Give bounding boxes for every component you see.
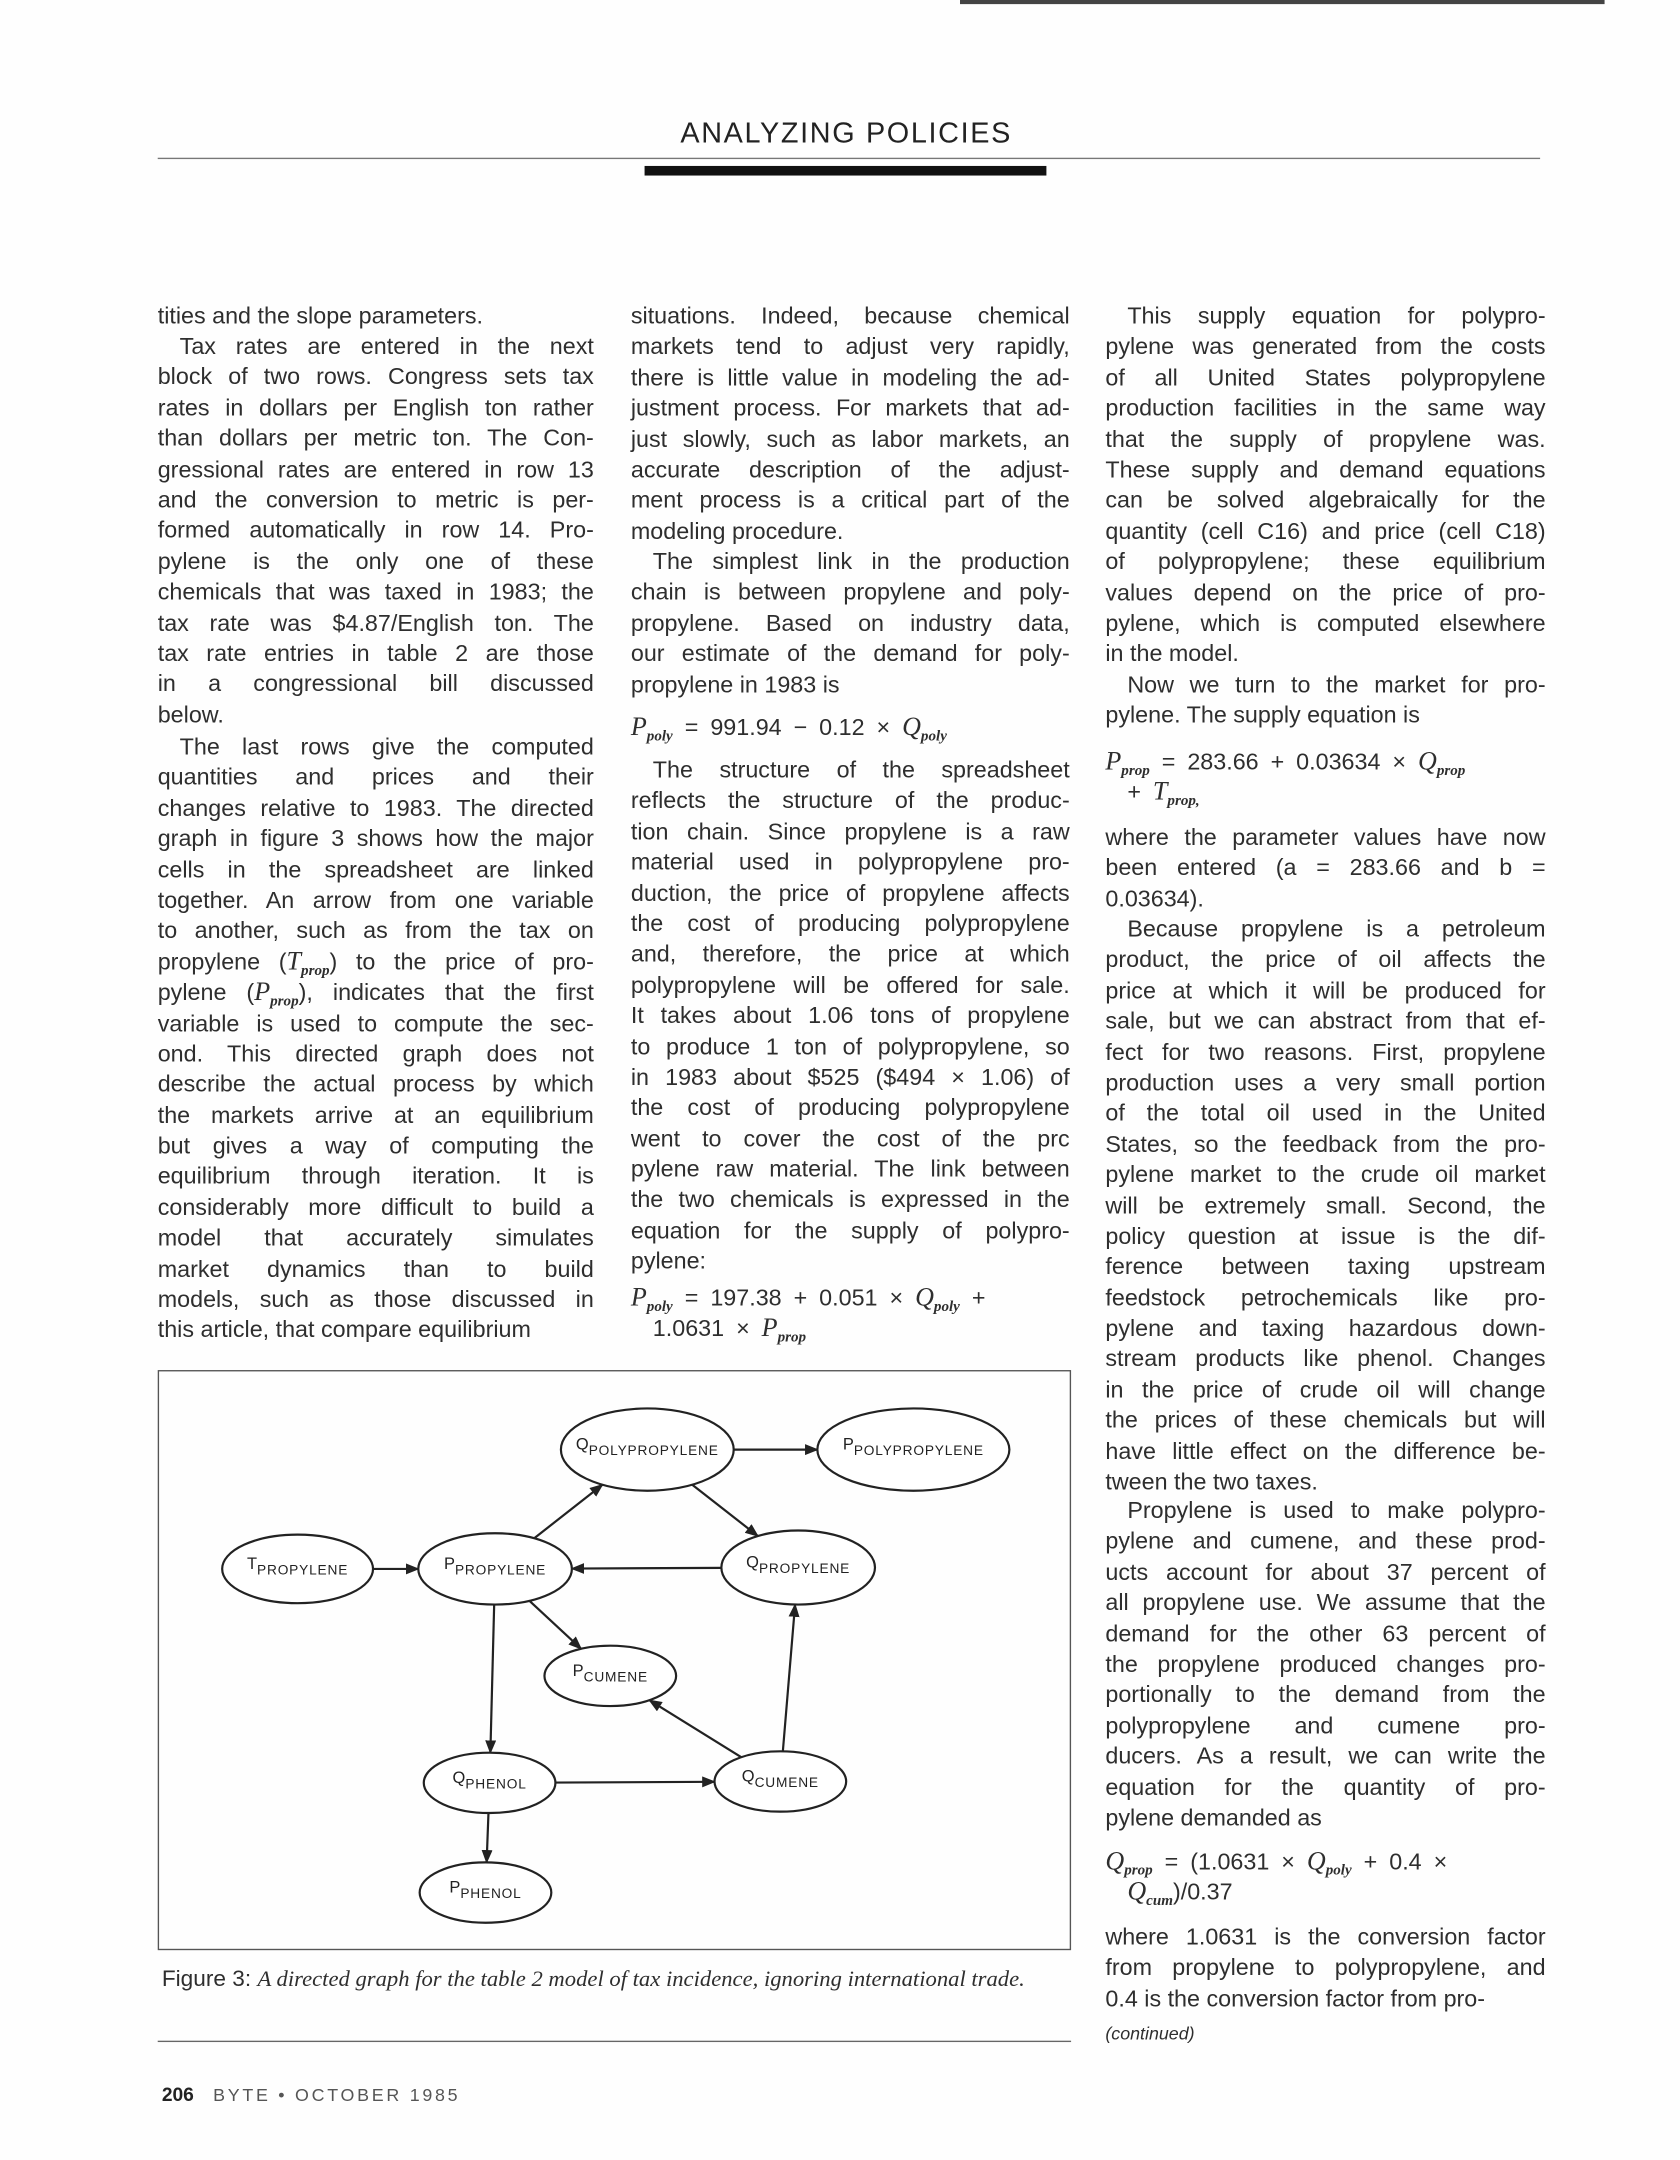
text-segment: ) to the price of pro- xyxy=(329,948,594,975)
math-variable: Q xyxy=(1105,1847,1125,1877)
text-line: just slowly, such as labor markets, an xyxy=(630,425,1070,452)
paragraph xyxy=(631,756,1070,1278)
text-line: polypropylene and cumene pro- xyxy=(1105,1712,1546,1739)
caption-label: Figure 3: xyxy=(161,1966,252,1992)
arrow-q_phen-to-q_cum xyxy=(555,1782,714,1783)
node-q_cum xyxy=(715,1751,847,1811)
math-variable: T xyxy=(1152,778,1168,807)
text-line: tax rate was $4.87/English ton. The xyxy=(157,609,594,636)
math-variable: T xyxy=(286,947,302,977)
text-line: together. An arrow from one variable xyxy=(157,887,594,914)
directed-graph xyxy=(159,1371,1070,1948)
text-line: pylene and cumene, and these prod- xyxy=(1105,1528,1546,1555)
text-segment: + xyxy=(1127,779,1153,806)
node-label-main: Q xyxy=(575,1435,589,1454)
text-line: policy question at issue is the dif- xyxy=(1105,1223,1546,1250)
paragraph xyxy=(1105,823,1545,915)
text-line xyxy=(1105,1878,1545,1909)
arrow-q_cum-to-q_prop xyxy=(783,1605,795,1752)
text-line: that the supply of propylene was. xyxy=(1105,425,1546,452)
text-line: and, therefore, the price at which xyxy=(630,941,1070,968)
math-subscript: poly xyxy=(920,728,947,745)
node-label-sub: PROPYLENE xyxy=(454,1562,547,1578)
text-line: went to cover the cost of the prc xyxy=(630,1125,1070,1152)
text-line: formed automatically in row 14. Pro- xyxy=(157,517,594,544)
text-segment: 1.0631 × xyxy=(652,1315,762,1342)
text-line xyxy=(1105,747,1545,778)
text-line: changes relative to 1983. The directed xyxy=(157,795,594,822)
text-line: tax rate entries in table 2 are those xyxy=(157,640,594,667)
text-line: there is little value in modeling the ad- xyxy=(630,364,1070,391)
text-line: from propylene to polypropylene, and xyxy=(1105,1954,1546,1981)
text-line: pylene and taxing hazardous down- xyxy=(1105,1315,1546,1342)
text-line: pylene. The supply equation is xyxy=(1105,702,1420,729)
paragraph xyxy=(1105,1923,1545,2015)
node-label-sub: POLYPROPYLENE xyxy=(853,1443,984,1459)
text-line: than dollars per metric ton. The Con- xyxy=(157,425,594,452)
text-line: equation for the quantity of pro- xyxy=(1105,1773,1546,1801)
equation xyxy=(1105,747,1545,808)
caption-text: A directed graph for the table 2 model of tax incidence, ignoring international trade. xyxy=(257,1965,1025,1992)
text-line: tion chain. Since propylene is a raw xyxy=(630,818,1070,845)
text-line: stream products like phenol. Changes xyxy=(1105,1346,1546,1373)
node-label-main: Q xyxy=(741,1767,755,1786)
text-line: ucts account for about 37 percent of xyxy=(1105,1559,1546,1586)
text-line: values depend on the price of pro- xyxy=(1105,579,1546,606)
text-segment: propylene ( xyxy=(157,948,287,975)
text-line: accurate description of the adjust- xyxy=(630,456,1070,483)
text-line: propylene in 1983 is xyxy=(630,671,840,698)
node-q_poly xyxy=(561,1408,734,1490)
text-line: Now we turn to the market for pro- xyxy=(1127,672,1546,699)
text-line: the propylene produced changes pro- xyxy=(1105,1651,1546,1678)
text-line: propylene. Based on industry data, xyxy=(630,609,1070,637)
math-variable: Q xyxy=(915,1283,934,1313)
text-line: price at which it will be produced for xyxy=(1105,977,1546,1004)
node-label-sub: PHENOL xyxy=(460,1886,522,1902)
text-line: Tax rates are entered in the next xyxy=(179,333,594,360)
math-variable: P xyxy=(761,1314,778,1344)
text-line xyxy=(1105,778,1545,809)
text-line: all propylene use. We assume that the xyxy=(1105,1589,1546,1616)
text-line: chemicals that was taxed in 1983; the xyxy=(157,578,594,605)
node-p_cum xyxy=(544,1646,676,1706)
text-line: material used in polypropylene pro- xyxy=(630,849,1070,876)
text-line: production uses a very small portion xyxy=(1105,1069,1546,1096)
text-line xyxy=(631,1314,1070,1345)
text-segment: )/0.37 xyxy=(1172,1879,1233,1906)
text-segment: = 283.66 + 0.03634 × xyxy=(1149,748,1419,775)
text-line: of all United States polypropylene xyxy=(1105,364,1546,391)
paragraph xyxy=(1105,302,1545,670)
text-line xyxy=(1105,1847,1545,1878)
text-line: equilibrium through iteration. It is xyxy=(157,1163,594,1190)
node-label-main: Q xyxy=(452,1768,466,1787)
text-segment: + 0.4 × xyxy=(1351,1848,1448,1875)
arrow-p_prop-to-q_phen xyxy=(490,1605,494,1753)
arrow-q_cum-to-p_cum xyxy=(649,1700,741,1757)
text-line: the two chemicals is expressed in the xyxy=(630,1186,1070,1213)
arrow-p_prop-to-p_cum xyxy=(529,1601,581,1649)
text-line: The structure of the spreadsheet xyxy=(652,757,1070,784)
text-line xyxy=(631,713,1070,744)
text-line: the markets arrive at an equilibrium xyxy=(157,1102,594,1129)
caption-rule xyxy=(158,2041,1071,2042)
math-subscript: poly xyxy=(1325,1862,1352,1879)
text-line: pylene market to the crude oil market xyxy=(1105,1161,1546,1188)
math-subscript: prop xyxy=(777,1329,807,1346)
math-subscript: poly xyxy=(646,1298,673,1316)
text-segment: = (1.0631 × xyxy=(1152,1848,1307,1875)
paragraph xyxy=(1105,1496,1545,1834)
math-subscript: prop xyxy=(1436,762,1466,779)
text-line: model that accurately simulates xyxy=(157,1225,594,1252)
text-line: will be extremely small. Second, the xyxy=(1105,1192,1546,1219)
top-edge-rule xyxy=(960,0,1605,4)
paragraph xyxy=(158,732,594,1346)
paragraph xyxy=(1105,671,1545,732)
arrow-q_prop-to-p_prop xyxy=(572,1568,721,1569)
text-line: market dynamics than to build xyxy=(157,1255,594,1282)
node-label-main: P xyxy=(444,1554,455,1573)
text-line xyxy=(158,978,594,1009)
paragraph xyxy=(631,547,1070,701)
text-line: this article, that compare equilibrium xyxy=(157,1317,531,1344)
math-variable: Q xyxy=(1306,1847,1326,1877)
math-subscript: cum xyxy=(1146,1893,1173,1910)
text-line: the cost of producing polypropylene xyxy=(630,1094,1070,1121)
text-line: and the conversion to metric is per- xyxy=(157,486,594,513)
arrow-q_phen-to-p_phen xyxy=(487,1813,489,1862)
node-label-sub: CUMENE xyxy=(583,1669,648,1685)
node-p_poly xyxy=(817,1408,1009,1490)
text-line: ducers. As a result, we can write the xyxy=(1105,1743,1546,1770)
text-line xyxy=(631,1284,1070,1315)
text-line: chain is between propylene and poly- xyxy=(630,579,1070,606)
text-line: to another, such as from the tax on xyxy=(157,917,594,945)
text-line: production facilities in the same way xyxy=(1105,395,1546,422)
text-line: These supply and demand equations xyxy=(1105,456,1546,483)
text-line: describe the actual process by which xyxy=(157,1071,594,1098)
text-line: pylene was generated from the costs xyxy=(1105,333,1546,360)
text-line: situations. Indeed, because chemical xyxy=(630,303,1070,330)
node-label-main: T xyxy=(246,1554,258,1573)
node-p_prop xyxy=(418,1533,572,1604)
publication-line: BYTE • OCTOBER 1985 xyxy=(213,2084,461,2106)
node-label-main: P xyxy=(449,1878,461,1897)
text-line: to produce 1 ton of polypropylene, so xyxy=(630,1033,1070,1060)
text-line: the prices of these chemicals but will xyxy=(1105,1407,1546,1434)
text-line: ond. This directed graph does not xyxy=(157,1040,594,1067)
text-line: pylene is the only one of these xyxy=(157,548,594,575)
math-variable: Q xyxy=(1418,747,1437,777)
text-line: have little effect on the difference be- xyxy=(1105,1438,1546,1465)
node-label-sub: CUMENE xyxy=(754,1774,819,1790)
text-line: been entered (a = 283.66 and b = xyxy=(1105,854,1546,881)
paragraph xyxy=(158,302,594,333)
text-line xyxy=(158,947,594,978)
equation xyxy=(631,713,1070,744)
text-segment: ), indicates that the first xyxy=(298,979,594,1006)
node-label-sub: POLYPROPYLENE xyxy=(588,1443,719,1459)
node-label-sub: PROPYLENE xyxy=(257,1562,349,1578)
text-line: variable is used to compute the sec- xyxy=(157,1010,594,1037)
text-line: modeling procedure. xyxy=(630,518,844,545)
math-variable: Q xyxy=(902,713,921,742)
text-line: cells in the spreadsheet are linked xyxy=(157,856,594,883)
text-line: rates in dollars per English ton rather xyxy=(157,394,594,421)
math-subscript: prop xyxy=(1121,762,1150,779)
text-line: quantities and prices and their xyxy=(157,764,594,791)
figure-caption xyxy=(162,1964,1067,1994)
text-line: portionally to the demand from the xyxy=(1105,1681,1546,1708)
page-number: 206 xyxy=(161,2083,194,2106)
text-segment: pylene ( xyxy=(157,979,255,1006)
text-segment: = 197.38 + 0.051 × xyxy=(672,1285,916,1312)
text-line: our estimate of the demand for poly- xyxy=(630,640,1070,667)
text-line: tities and the slope parameters. xyxy=(157,303,484,330)
text-line: of polypropylene; these equilibrium xyxy=(1105,548,1546,575)
text-line: where 1.0631 is the conversion factor xyxy=(1105,1924,1546,1951)
node-t_prop xyxy=(222,1535,373,1604)
text-line: justment process. For markets that ad- xyxy=(630,395,1070,422)
text-line: models, such as those discussed in xyxy=(157,1286,594,1313)
text-line: feedstock petrochemicals like pro- xyxy=(1105,1284,1546,1311)
text-line: gressional rates are entered in row 13 xyxy=(157,456,594,483)
text-line: States, so the feedback from the pro- xyxy=(1105,1131,1546,1158)
text-line: can be solved algebraically for the xyxy=(1105,487,1546,514)
math-subscript: poly xyxy=(646,728,673,745)
text-line: block of two rows. Congress sets tax xyxy=(157,363,594,391)
text-line: graph in figure 3 shows how the major xyxy=(157,825,594,852)
text-line: quantity (cell C16) and price (cell C18) xyxy=(1105,518,1546,545)
text-line: 0.03634). xyxy=(1105,885,1204,912)
equation xyxy=(631,1284,1070,1345)
text-line: pylene demanded as xyxy=(1105,1804,1322,1831)
text-line: pylene, which is computed elsewhere xyxy=(1105,610,1546,637)
math-subscript: prop xyxy=(270,993,299,1010)
math-variable: P xyxy=(630,1283,647,1313)
text-line: reflects the structure of the produc- xyxy=(630,787,1070,814)
text-line: product, the price of oil affects the xyxy=(1105,946,1546,973)
text-line: Because propylene is a petroleum xyxy=(1127,916,1546,943)
node-label-sub: PROPYLENE xyxy=(758,1561,851,1577)
text-line: The simplest link in the production xyxy=(652,548,1070,575)
text-line: ference between taxing upstream xyxy=(1105,1253,1546,1280)
text-segment: = 991.94 − 0.12 × xyxy=(672,714,903,741)
node-q_phen xyxy=(424,1753,556,1813)
text-line: duction, the price of propylene affects xyxy=(630,879,1070,906)
text-line: equation for the supply of polypro- xyxy=(630,1217,1070,1244)
header-rule xyxy=(158,158,1540,159)
text-line: It takes about 1.06 tons of propylene xyxy=(630,1002,1070,1029)
math-subscript: prop, xyxy=(1167,793,1200,810)
text-line: 0.4 is the conversion factor from pro- xyxy=(1105,1985,1486,2012)
text-line: but gives a way of computing the xyxy=(157,1132,594,1159)
text-line: The last rows give the computed xyxy=(179,733,594,760)
node-p_phen xyxy=(420,1862,552,1922)
text-line: fect for two reasons. First, propylene xyxy=(1105,1038,1546,1066)
paragraph xyxy=(158,332,594,731)
math-subscript: prop xyxy=(1124,1862,1153,1879)
text-line: in the price of crude oil will change xyxy=(1105,1376,1546,1403)
text-line: sale, but we can abstract from that ef- xyxy=(1105,1008,1546,1035)
node-q_prop xyxy=(721,1531,875,1605)
paragraph xyxy=(631,302,1070,548)
text-line: polypropylene will be offered for sale. xyxy=(630,971,1070,999)
text-line: (continued) xyxy=(1105,2022,1195,2044)
page-footer xyxy=(162,2083,461,2105)
text-segment: + xyxy=(959,1285,986,1312)
text-line: pylene raw material. The link between xyxy=(630,1156,1070,1183)
text-line: This supply equation for polypro- xyxy=(1127,303,1546,330)
text-line: of the total oil used in the United xyxy=(1105,1100,1546,1127)
text-line: Propylene is used to make polypro- xyxy=(1127,1497,1546,1524)
text-line: markets tend to adjust very rapidly, xyxy=(630,333,1070,360)
node-label-main: P xyxy=(842,1435,854,1454)
paragraph xyxy=(1105,915,1545,1498)
text-line: tween the two taxes. xyxy=(1105,1468,1318,1495)
arrow-p_prop-to-q_poly xyxy=(534,1485,602,1538)
continued-note xyxy=(1105,2019,1545,2050)
node-label-main: Q xyxy=(746,1553,759,1572)
math-variable: P xyxy=(630,713,647,742)
section-title: ANALYZING POLICIES xyxy=(680,117,1012,150)
header-bar xyxy=(645,166,1047,176)
arrow-q_poly-to-q_prop xyxy=(692,1485,758,1536)
math-variable: Q xyxy=(1127,1878,1147,1907)
text-line: ment process is a critical part of the xyxy=(630,487,1070,514)
text-line: in 1983 about $525 ($494 × 1.06) of xyxy=(630,1064,1070,1091)
text-line: pylene: xyxy=(630,1248,707,1275)
text-line: where the parameter values have now xyxy=(1105,824,1546,851)
math-subscript: prop xyxy=(301,962,330,979)
text-line: below. xyxy=(157,701,224,728)
node-label-main: P xyxy=(572,1661,584,1680)
text-line: in the model. xyxy=(1105,640,1239,667)
figure-3-box xyxy=(158,1370,1071,1950)
node-label-sub: PHENOL xyxy=(465,1776,527,1792)
math-variable: P xyxy=(1105,747,1122,777)
equation xyxy=(1105,1847,1545,1908)
math-subscript: poly xyxy=(933,1298,960,1316)
text-line: the cost of producing polypropylene xyxy=(630,910,1070,937)
text-line: considerably more difficult to build a xyxy=(157,1194,594,1221)
text-line: in a congressional bill discussed xyxy=(157,671,594,698)
text-line: demand for the other 63 percent of xyxy=(1105,1620,1546,1647)
math-variable: P xyxy=(254,978,271,1007)
